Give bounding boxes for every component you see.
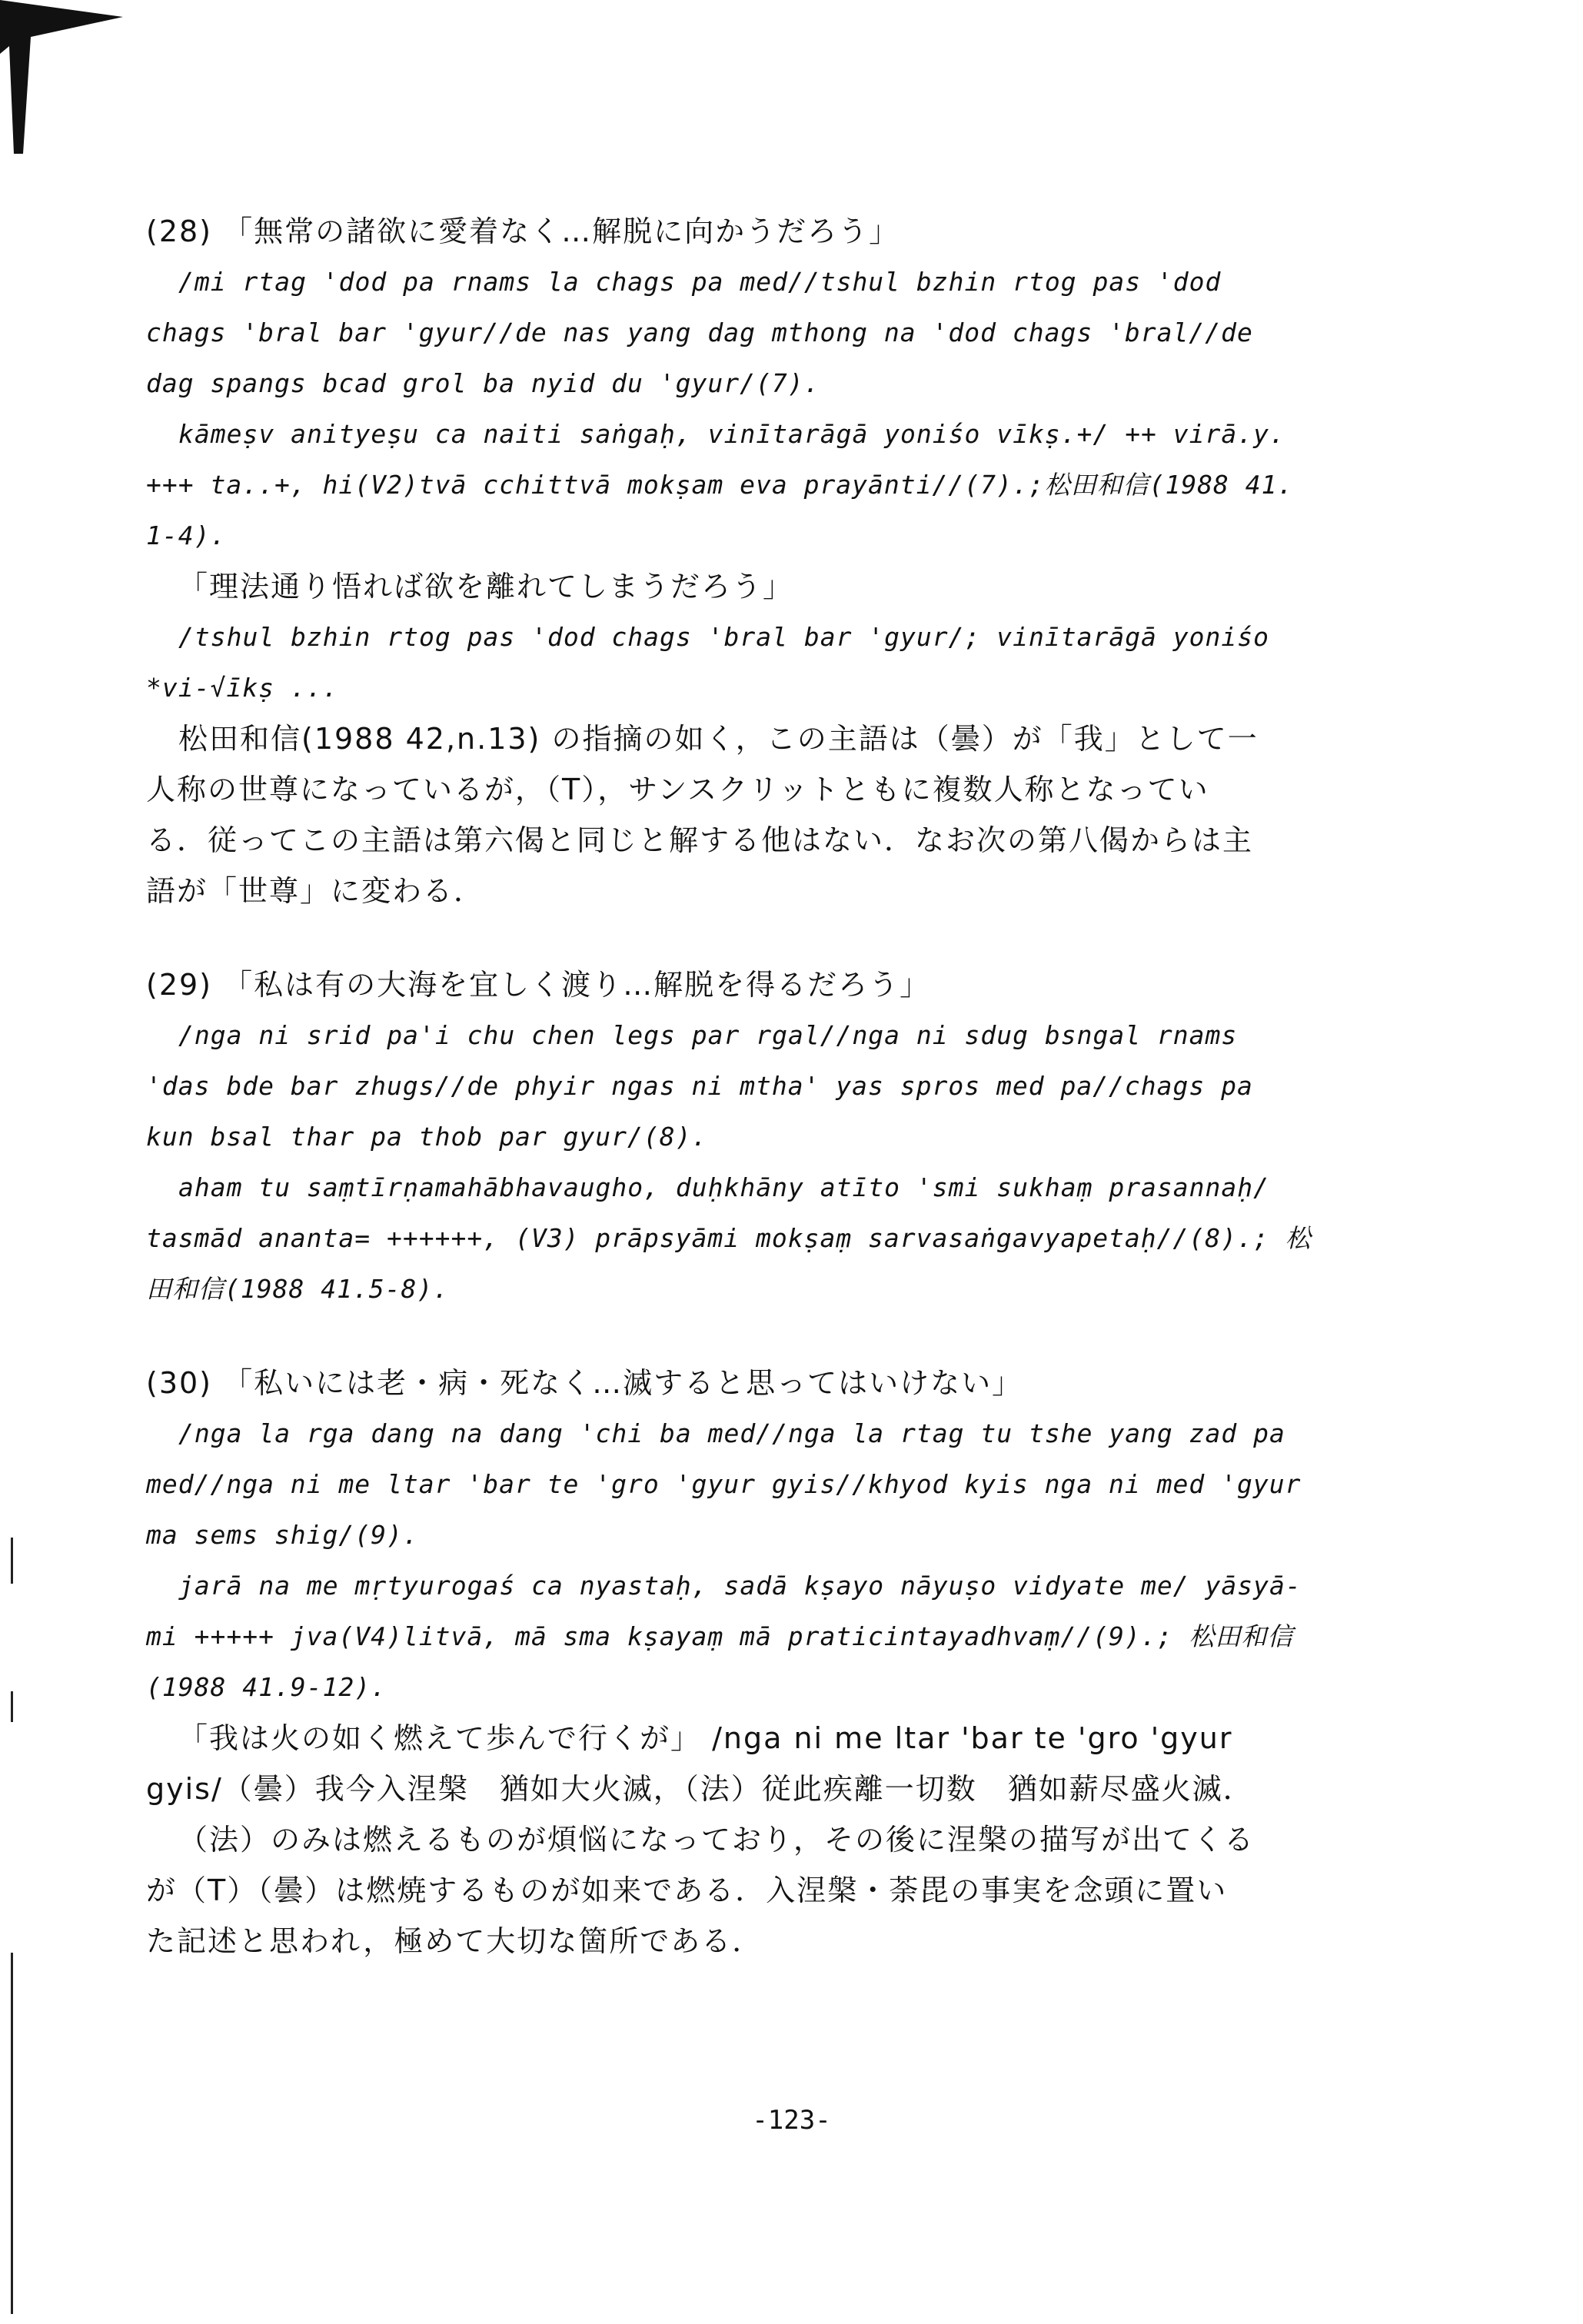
verse-heading: (29) 「私は有の大海を宜しく渡り…解脱を得るだろう」 (146, 968, 931, 1002)
text-line: （法）のみは燃えるものが煩悩になっており，その後に涅槃の描写が出てくる (178, 1823, 1255, 1857)
scan-corner-mark (0, 0, 131, 169)
text-line: る．従ってこの主語は第六偈と同じと解する他はない．なお次の第八偈からは主 (146, 823, 1254, 857)
text-line: *vi-√īkṣ ... (146, 673, 339, 703)
text-line: 「理法通り悟れば欲を離れてしまうだろう」 (178, 570, 794, 603)
text-line: (1988 41.9-12). (146, 1672, 387, 1702)
verse-heading: (30) 「私いには老・病・死なく…滅すると思ってはいけない」 (146, 1366, 1023, 1400)
text-line: /mi rtag 'dod pa rnams la chags pa med//tshul bzhin rtog pas 'dod (178, 267, 1222, 297)
text-line: tasmād ananta= ++++++, (V3) prāpsyāmi mokṣaṃ sarvasaṅgavyapetaḥ//(8).; 松 (146, 1223, 1312, 1253)
text-line: が（T）（曇）は燃焼するものが如来である．入涅槃・荼毘の事実を念頭に置い (146, 1873, 1228, 1907)
text-line: 田和信(1988 41.5-8). (146, 1274, 450, 1304)
text-line: aham tu saṃtīrṇamahābhavaugho, duḥkhāny atīto 'smi sukhaṃ prasannaḥ/ (178, 1172, 1270, 1202)
text-line: chags 'bral bar 'gyur//de nas yang dag mthong na 'dod chags 'bral//de (146, 318, 1253, 347)
scan-left-edge-mark (11, 1538, 13, 1584)
text-line: 人称の世尊になっているが，（T），サンスクリットともに複数人称となってい (146, 773, 1209, 806)
text-line: gyis/（曇）我今入涅槃 猶如大火滅，（法）従此疾離一切数 猶如薪尽盛火滅． (146, 1772, 1254, 1806)
verse-heading: (28) 「無常の諸欲に愛着なく…解脱に向かうだろう」 (146, 214, 900, 248)
text-line: 松田和信(1988 42,n.13) の指摘の如く，この主語は（曇）が「我」として一 (178, 722, 1259, 756)
scan-left-edge-mark (11, 1691, 13, 1722)
text-line: 語が「世尊」に変わる． (146, 874, 485, 908)
text-line: kāmeṣv anityeṣu ca naiti saṅgaḥ, vinītarāgā yoniśo vīkṣ.+/ ++ virā.y. (178, 419, 1285, 449)
page-body (146, 206, 1330, 1967)
section-gap (146, 916, 1330, 959)
page-number: -123- (752, 2105, 831, 2136)
text-line: 1-4). (146, 520, 227, 550)
text-line: 'das bde bar zhugs//de phyir ngas ni mtha' yas spros med pa//chags pa (146, 1071, 1253, 1101)
text-line: 「我は火の如く燃えて歩んで行くが」 /nga ni me ltar 'bar te 'gro 'gyur (178, 1721, 1233, 1755)
verse-section (146, 1358, 1330, 1967)
text-line: /nga ni srid pa'i chu chen legs par rgal//nga ni sdug bsngal rnams (178, 1020, 1238, 1050)
verse-section (146, 206, 1330, 916)
text-line: mi +++++ jva(V4)litvā, mā sma kṣayaṃ mā praticintayadhvaṃ//(9).; 松田和信 (146, 1621, 1294, 1651)
text-line: jarā na me mṛtyurogaś ca nyastaḥ, sadā kṣayo nāyuṣo vidyate me/ yāsyā- (178, 1571, 1302, 1601)
text-line: dag spangs bcad grol ba nyid du 'gyur/(7). (146, 368, 820, 398)
text-line: /tshul bzhin rtog pas 'dod chags 'bral bar 'gyur/; vinītarāgā yoniśo (178, 622, 1270, 652)
section-gap (146, 1315, 1330, 1358)
text-line: ma sems shig/(9). (146, 1520, 419, 1550)
text-line: kun bsal thar pa thob par gyur/(8). (146, 1122, 708, 1152)
text-line: た記述と思われ，極めて大切な箇所である． (146, 1924, 763, 1958)
text-line: +++ ta..+, hi(V2)tvā cchittvā mokṣam eva prayānti//(7).;松田和信(1988 41. (146, 470, 1294, 500)
verse-section (146, 959, 1330, 1315)
text-line: med//nga ni me ltar 'bar te 'gro 'gyur gyis//khyod kyis nga ni med 'gyur (146, 1469, 1302, 1499)
text-line: /nga la rga dang na dang 'chi ba med//nga la rtag tu tshe yang zad pa (178, 1418, 1285, 1448)
